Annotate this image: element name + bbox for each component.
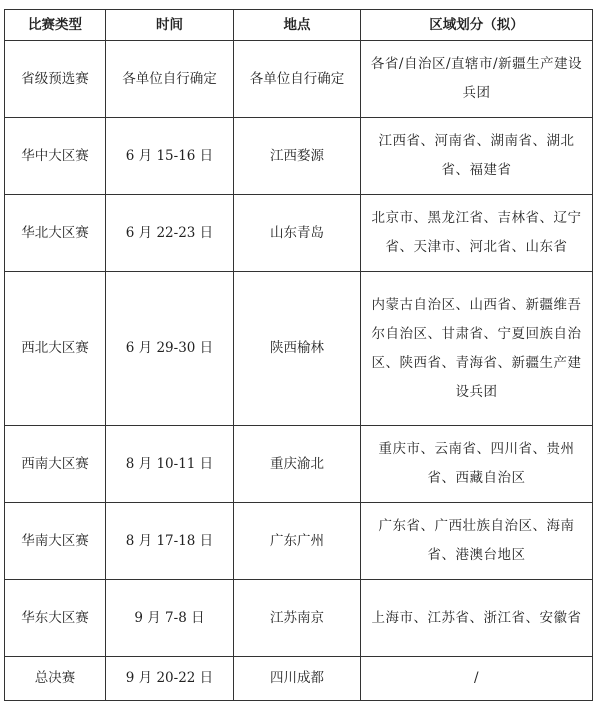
cell-time: 8 月 17-18 日	[106, 503, 234, 580]
cell-region: 上海市、江苏省、浙江省、安徽省	[361, 580, 593, 657]
table-row	[5, 503, 593, 580]
header-place: 地点	[234, 10, 361, 41]
cell-type: 省级预选赛	[5, 41, 106, 118]
table-row	[5, 195, 593, 272]
cell-place: 广东广州	[234, 503, 361, 580]
cell-type: 华东大区赛	[5, 580, 106, 657]
header-competition-type: 比赛类型	[5, 10, 106, 41]
cell-time: 6 月 22-23 日	[106, 195, 234, 272]
cell-time: 6 月 15-16 日	[106, 118, 234, 195]
cell-place: 江西婺源	[234, 118, 361, 195]
cell-place: 重庆渝北	[234, 426, 361, 503]
table-row	[5, 118, 593, 195]
cell-time: 各单位自行确定	[106, 41, 234, 118]
table-row	[5, 657, 593, 701]
cell-type: 华南大区赛	[5, 503, 106, 580]
cell-region: 江西省、河南省、湖南省、湖北省、福建省	[361, 118, 593, 195]
cell-type: 西北大区赛	[5, 272, 106, 426]
header-region: 区域划分（拟）	[361, 10, 593, 41]
cell-type: 华北大区赛	[5, 195, 106, 272]
cell-place: 各单位自行确定	[234, 41, 361, 118]
table-row	[5, 41, 593, 118]
header-time: 时间	[106, 10, 234, 41]
cell-region: 重庆市、云南省、四川省、贵州省、西藏自治区	[361, 426, 593, 503]
cell-place: 山东青岛	[234, 195, 361, 272]
cell-type: 西南大区赛	[5, 426, 106, 503]
table-row	[5, 272, 593, 426]
cell-type: 总决赛	[5, 657, 106, 701]
cell-time: 9 月 20-22 日	[106, 657, 234, 701]
cell-region: 广东省、广西壮族自治区、海南省、港澳台地区	[361, 503, 593, 580]
cell-time: 8 月 10-11 日	[106, 426, 234, 503]
table-header-row	[5, 10, 593, 41]
cell-region: /	[361, 657, 593, 701]
cell-time: 9 月 7-8 日	[106, 580, 234, 657]
competition-schedule-table	[4, 9, 593, 701]
cell-time: 6 月 29-30 日	[106, 272, 234, 426]
cell-region: 各省/自治区/直辖市/新疆生产建设兵团	[361, 41, 593, 118]
cell-place: 江苏南京	[234, 580, 361, 657]
cell-type: 华中大区赛	[5, 118, 106, 195]
table-row	[5, 426, 593, 503]
cell-region: 北京市、黑龙江省、吉林省、辽宁省、天津市、河北省、山东省	[361, 195, 593, 272]
cell-place: 四川成都	[234, 657, 361, 701]
table-row	[5, 580, 593, 657]
cell-region: 内蒙古自治区、山西省、新疆维吾尔自治区、甘肃省、宁夏回族自治区、陕西省、青海省、新疆生产建设兵团	[361, 272, 593, 426]
cell-place: 陕西榆林	[234, 272, 361, 426]
